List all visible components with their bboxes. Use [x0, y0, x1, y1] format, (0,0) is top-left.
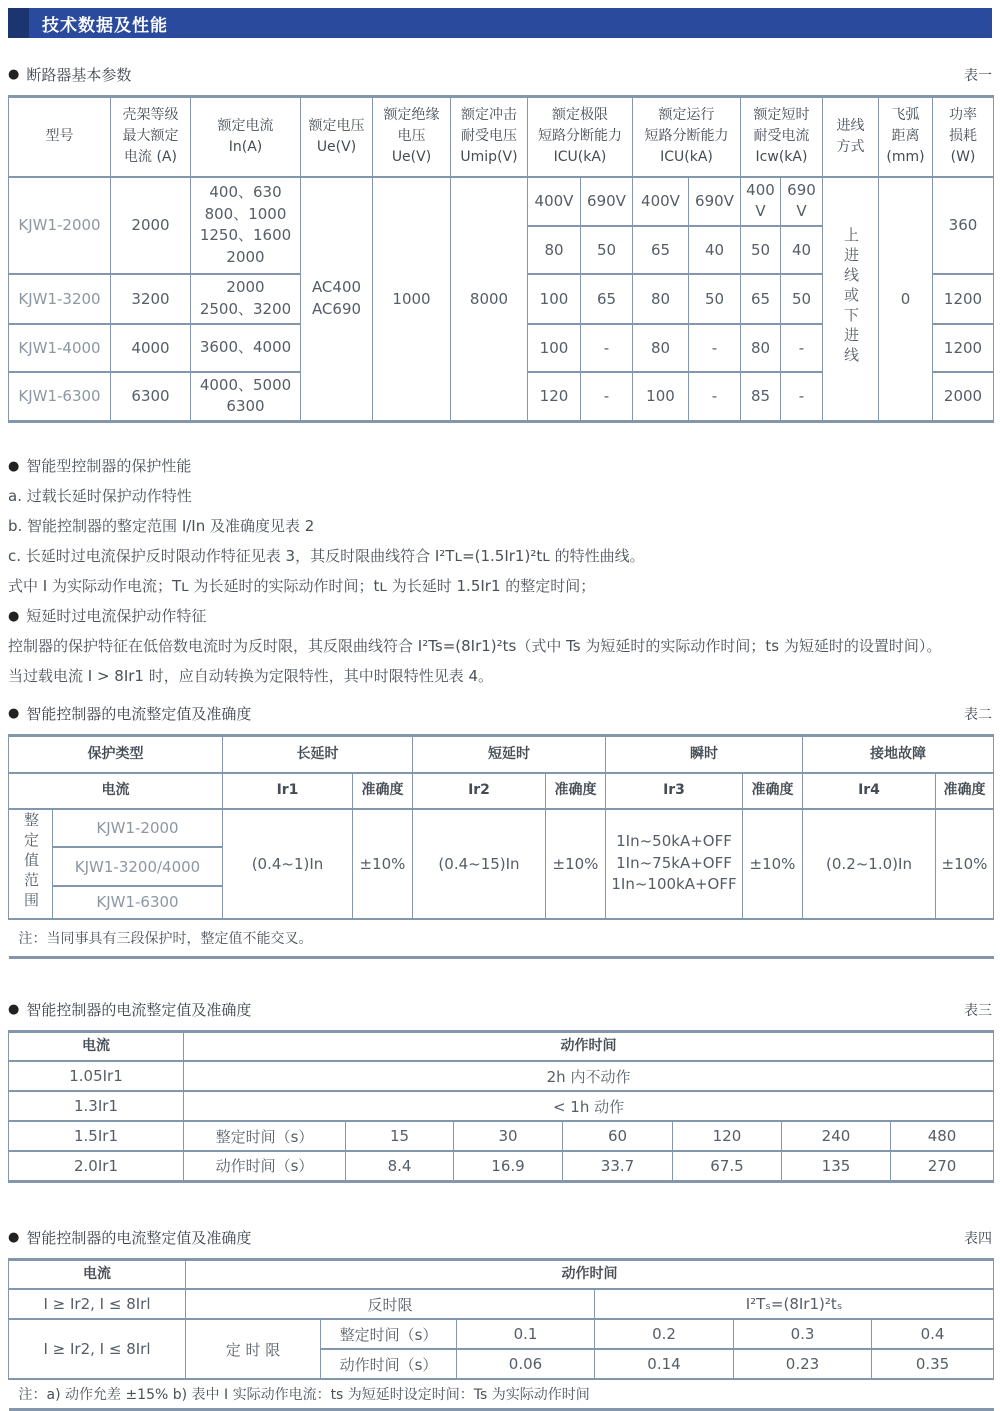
- th-ir2: Ir2: [413, 773, 546, 809]
- frame-cell: 3200: [111, 274, 191, 324]
- icu-400: 80: [528, 226, 581, 274]
- text-line-c: c. 长延时过电流保护反时限动作特征见表 3，其反时限曲线符合 I²Tʟ=(1.5Ir1)²tʟ 的特性曲线。: [8, 547, 992, 565]
- power-loss-cell: 360: [933, 177, 994, 275]
- setting-range-cell: [9, 809, 53, 919]
- bullet-icon: ●: [8, 68, 19, 81]
- th-insulation-voltage: 额定绝缘 电压 Ue(V): [373, 97, 451, 177]
- table1-tag: 表一: [964, 65, 992, 85]
- model-cell: KJW1-2000: [9, 177, 111, 275]
- volt-label: 690 V: [781, 177, 823, 227]
- th-rated-voltage: 额定电压 Ue(V): [301, 97, 373, 177]
- section-title-text: 断路器基本参数: [26, 64, 131, 85]
- icw-400: 65: [741, 274, 781, 324]
- subsection-protection-performance: [8, 457, 992, 475]
- table2-note-row: [9, 919, 994, 958]
- th-current: 电流: [9, 1259, 186, 1289]
- value-cell: 0.23: [734, 1349, 872, 1379]
- icu-400: 100: [528, 324, 581, 372]
- rated-current-cell: 2000 2500、3200: [191, 274, 301, 324]
- power-loss-cell: 1200: [933, 324, 994, 372]
- table2-tag: 表二: [964, 704, 992, 724]
- th-frame-current: 壳架等级 最大额定 电流 (A): [111, 97, 191, 177]
- table2-header-row1: [9, 736, 994, 773]
- page-header-bar: [8, 8, 992, 38]
- section-title: [8, 1227, 251, 1248]
- catalog-page: [0, 8, 1000, 1374]
- inlet-mode-text: 上进线或下进线: [843, 227, 858, 367]
- arc-distance-cell: 0: [879, 177, 933, 422]
- th-power-loss: 功率 损耗 (W): [933, 97, 994, 177]
- inlet-mode-cell: [823, 177, 879, 422]
- action-time-label: 动作时间（s）: [321, 1349, 457, 1379]
- current-multiple-cell: 2.0Ir1: [9, 1151, 184, 1181]
- ics-400: 100: [633, 372, 689, 422]
- protection-text-block: [8, 457, 992, 685]
- th-action-time: 动作时间: [186, 1259, 994, 1289]
- ir2-accuracy: ±10%: [546, 809, 606, 919]
- setting-range-text: 整定值范围: [23, 812, 38, 912]
- section-table2-head: [8, 703, 992, 724]
- model-cell: KJW1-6300: [53, 886, 223, 919]
- table-short-delay-times: [8, 1258, 994, 1411]
- formula-cell: I²Tₛ=(8Ir1)²tₛ: [595, 1289, 994, 1319]
- page-title: 技术数据及性能: [42, 11, 168, 36]
- ir2-value: (0.4~15)In: [413, 809, 546, 919]
- ics-690: -: [689, 372, 741, 422]
- subsection-title-text: 智能型控制器的保护性能: [26, 457, 191, 475]
- current-multiple-cell: 1.3Ir1: [9, 1091, 184, 1121]
- volt-label: 690V: [689, 177, 741, 227]
- bullet-icon: ●: [8, 1231, 19, 1244]
- ics-400: 80: [633, 274, 689, 324]
- impulse-voltage-cell: 8000: [451, 177, 528, 422]
- volt-label: 690V: [581, 177, 633, 227]
- value-cell: 135: [782, 1151, 891, 1181]
- volt-label: 400V: [528, 177, 581, 227]
- rated-voltage-cell: AC400 AC690: [301, 177, 373, 422]
- bullet-icon: ●: [8, 1003, 19, 1016]
- th-current: 电流: [9, 773, 223, 809]
- th-accuracy: 准确度: [743, 773, 803, 809]
- power-loss-cell: 2000: [933, 372, 994, 422]
- table4-row-set-times: [9, 1319, 994, 1349]
- section-table3-head: [8, 999, 992, 1020]
- model-cell: KJW1-2000: [53, 809, 223, 848]
- text-line-b: b. 智能控制器的整定范围 I/In 及准确度见表 2: [8, 517, 992, 535]
- subsection-short-delay: [8, 607, 992, 625]
- th-service-breaking: 额定运行 短路分断能力 ICU(kA): [633, 97, 741, 177]
- ics-690: -: [689, 324, 741, 372]
- table4-note-row: [9, 1379, 994, 1410]
- icu-400: 100: [528, 274, 581, 324]
- table3-row-13: [9, 1091, 994, 1121]
- text-line-e: 控制器的保护特征在低倍数电流时为反时限，其反限曲线符合 I²Ts=(8Ir1)²ts（式中 Ts 为短延时的实际动作时间；ts 为短延时的设置时间）。: [8, 637, 992, 655]
- th-accuracy: 准确度: [546, 773, 606, 809]
- th-long-delay: 长延时: [223, 736, 413, 773]
- rated-current-cell: 3600、4000: [191, 324, 301, 372]
- th-instantaneous: 瞬时: [606, 736, 803, 773]
- table3-row-105: [9, 1061, 994, 1091]
- icw-690: -: [781, 372, 823, 422]
- th-model: 型号: [9, 97, 111, 177]
- table-basic-params: [8, 95, 994, 423]
- frame-cell: 6300: [111, 372, 191, 422]
- table4-row-inverse: [9, 1289, 994, 1319]
- value-cell: 16.9: [454, 1151, 563, 1181]
- th-inlet-mode: 进线 方式: [823, 97, 879, 177]
- th-accuracy: 准确度: [353, 773, 413, 809]
- volt-label: 400 V: [741, 177, 781, 227]
- value-cell: 0.06: [457, 1349, 595, 1379]
- th-arc-distance: 飞弧 距离 (mm): [879, 97, 933, 177]
- value-cell: 60: [563, 1121, 673, 1151]
- frame-cell: 2000: [111, 177, 191, 275]
- ir1-value: (0.4~1)In: [223, 809, 353, 919]
- icw-690: -: [781, 324, 823, 372]
- table3-tag: 表三: [964, 1000, 992, 1020]
- action-time-cell: 2h 内不动作: [184, 1061, 994, 1091]
- action-time-cell: < 1h 动作: [184, 1091, 994, 1121]
- model-cell: KJW1-6300: [9, 372, 111, 422]
- text-line-a: a. 过载长延时保护动作特性: [8, 487, 992, 505]
- value-cell: 0.35: [872, 1349, 994, 1379]
- value-cell: 480: [891, 1121, 994, 1151]
- section-title-text: 智能控制器的电流整定值及准确度: [26, 999, 251, 1020]
- value-cell: 0.2: [595, 1319, 734, 1349]
- ics-690: 50: [689, 274, 741, 324]
- header-accent-square: [8, 8, 29, 38]
- value-cell: 67.5: [673, 1151, 782, 1181]
- frame-cell: 4000: [111, 324, 191, 372]
- table1-header-row: [9, 97, 994, 177]
- value-cell: 30: [454, 1121, 563, 1151]
- value-cell: 33.7: [563, 1151, 673, 1181]
- icu-690: 50: [581, 226, 633, 274]
- th-protection-type: 保护类型: [9, 736, 223, 773]
- value-cell: 15: [346, 1121, 454, 1151]
- current-range-cell: I ≥ Ir2, I ≤ 8Irl: [9, 1319, 186, 1379]
- table4-note: 注：a) 动作允差 ±15% b) 表中 I 实际动作电流：ts 为短延时设定时间：Ts 为实际动作时间: [9, 1379, 994, 1410]
- value-cell: 0.14: [595, 1349, 734, 1379]
- icu-690: 65: [581, 274, 633, 324]
- th-short-delay: 短延时: [413, 736, 606, 773]
- table2-note: 注：当同事具有三段保护时，整定值不能交叉。: [9, 919, 994, 958]
- bullet-icon: ●: [8, 460, 19, 473]
- fixed-time-cell: 定 时 限: [186, 1319, 321, 1379]
- rated-current-cell: 400、630 800、1000 1250、1600 2000: [191, 177, 301, 275]
- action-time-label: 动作时间（s）: [184, 1151, 346, 1181]
- bullet-icon: ●: [8, 610, 19, 623]
- table-long-delay-times: [8, 1030, 994, 1183]
- table3-row-15: [9, 1121, 994, 1151]
- table2-row-2000: [9, 809, 994, 848]
- ics-400: 65: [633, 226, 689, 274]
- table3-header-row: [9, 1031, 994, 1061]
- section-table4-head: [8, 1227, 992, 1248]
- rated-current-cell: 4000、5000 6300: [191, 372, 301, 422]
- section-title-text: 智能控制器的电流整定值及准确度: [26, 703, 251, 724]
- th-ultimate-breaking: 额定极限 短路分断能力 ICU(kA): [528, 97, 633, 177]
- section-title-text: 智能控制器的电流整定值及准确度: [26, 1227, 251, 1248]
- th-rated-current: 额定电流 In(A): [191, 97, 301, 177]
- ics-400: 80: [633, 324, 689, 372]
- table2-header-row2: [9, 773, 994, 809]
- ir1-accuracy: ±10%: [353, 809, 413, 919]
- value-cell: 0.1: [457, 1319, 595, 1349]
- ir4-value: (0.2~1.0)In: [803, 809, 936, 919]
- th-accuracy: 准确度: [936, 773, 994, 809]
- table4-header-row: [9, 1259, 994, 1289]
- value-cell: 0.4: [872, 1319, 994, 1349]
- inverse-time-cell: 反时限: [186, 1289, 595, 1319]
- value-cell: 120: [673, 1121, 782, 1151]
- current-multiple-cell: 1.5Ir1: [9, 1121, 184, 1151]
- current-range-cell: I ≥ Ir2, I ≤ 8Irl: [9, 1289, 186, 1319]
- ir3-accuracy: ±10%: [743, 809, 803, 919]
- setting-time-label: 整定时间（s）: [184, 1121, 346, 1151]
- icw-690: 40: [781, 226, 823, 274]
- table1-row-2000-volts: [9, 177, 994, 227]
- th-ir3: Ir3: [606, 773, 743, 809]
- current-multiple-cell: 1.05Ir1: [9, 1061, 184, 1091]
- th-impulse-voltage: 额定冲击 耐受电压 Umip(V): [451, 97, 528, 177]
- bullet-icon: ●: [8, 707, 19, 720]
- subsection-title-text: 短延时过电流保护动作特征: [26, 607, 206, 625]
- icu-690: -: [581, 324, 633, 372]
- value-cell: 0.3: [734, 1319, 872, 1349]
- th-ir4: Ir4: [803, 773, 936, 809]
- ir4-accuracy: ±10%: [936, 809, 994, 919]
- icw-400: 80: [741, 324, 781, 372]
- model-cell: KJW1-4000: [9, 324, 111, 372]
- th-short-time-withstand: 额定短时 耐受电流 Icw(kA): [741, 97, 823, 177]
- table4-tag: 表四: [964, 1228, 992, 1248]
- table3-row-20: [9, 1151, 994, 1181]
- text-line-d: 式中 I 为实际动作电流；Tʟ 为长延时的实际动作时间；tʟ 为长延时 1.5Ir1 的整定时间；: [8, 577, 992, 595]
- th-ir1: Ir1: [223, 773, 353, 809]
- ics-690: 40: [689, 226, 741, 274]
- th-current: 电流: [9, 1031, 184, 1061]
- section-title: [8, 999, 251, 1020]
- th-ground-fault: 接地故障: [803, 736, 994, 773]
- icw-400: 85: [741, 372, 781, 422]
- section-title: [8, 64, 131, 85]
- icu-690: -: [581, 372, 633, 422]
- volt-label: 400V: [633, 177, 689, 227]
- setting-time-label: 整定时间（s）: [321, 1319, 457, 1349]
- model-cell: KJW1-3200/4000: [53, 847, 223, 886]
- section-basic-params-head: [8, 64, 992, 85]
- th-action-time: 动作时间: [184, 1031, 994, 1061]
- value-cell: 270: [891, 1151, 994, 1181]
- value-cell: 8.4: [346, 1151, 454, 1181]
- icw-690: 50: [781, 274, 823, 324]
- value-cell: 240: [782, 1121, 891, 1151]
- power-loss-cell: 1200: [933, 274, 994, 324]
- insulation-voltage-cell: 1000: [373, 177, 451, 422]
- model-cell: KJW1-3200: [9, 274, 111, 324]
- section-title: [8, 703, 251, 724]
- text-line-f: 当过载电流 I > 8Ir1 时，应自动转换为定限特性，其中时限特性见表 4。: [8, 667, 992, 685]
- icu-400: 120: [528, 372, 581, 422]
- table-current-settings: [8, 734, 994, 959]
- ir3-value: 1In~50kA+OFF 1In~75kA+OFF 1In~100kA+OFF: [606, 809, 743, 919]
- icw-400: 50: [741, 226, 781, 274]
